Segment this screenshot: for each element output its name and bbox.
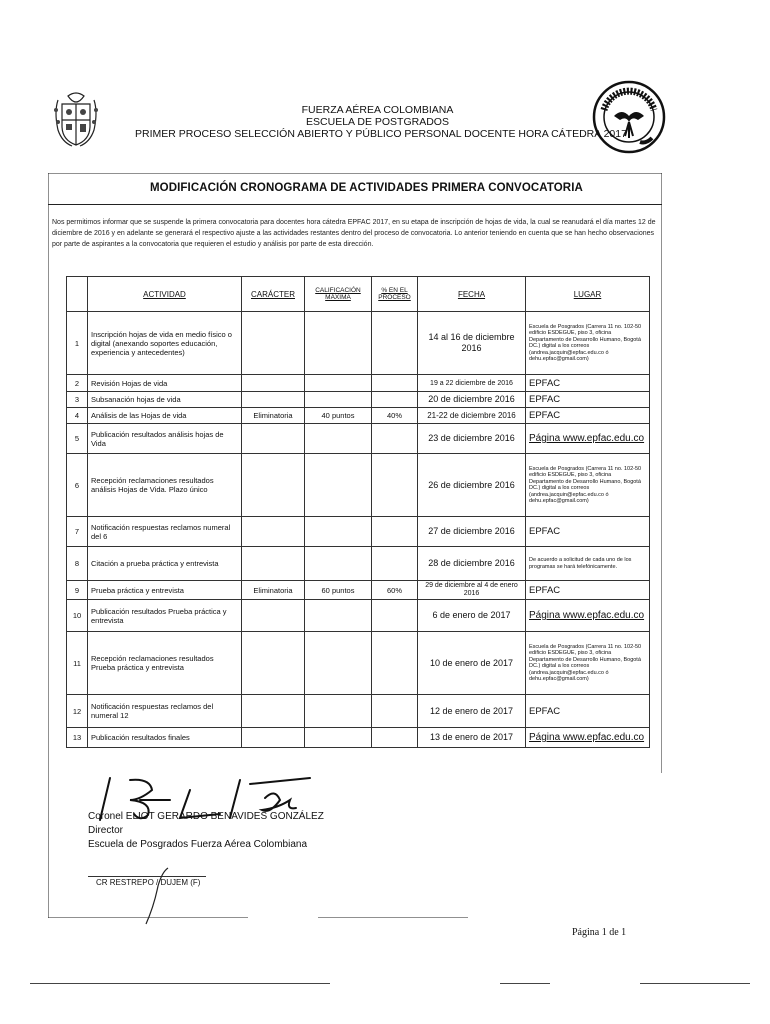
calificacion-cell: 60 puntos (305, 581, 372, 600)
porcentaje-cell (372, 728, 418, 748)
date-cell: 28 de diciembre 2016 (418, 547, 526, 581)
signer-name: Coronel ELIOT GERARDO BENAVIDES GONZÁLEZ (88, 811, 324, 822)
website-link[interactable]: Página www.epfac.edu.co (526, 728, 650, 748)
date-cell: 26 de diciembre 2016 (418, 454, 526, 517)
table-row (67, 728, 650, 748)
porcentaje-cell (372, 392, 418, 408)
intro-paragraph: Nos permitimos informar que se suspende la primera convocatoria para docentes hora cátedra EPFAC 2017, en su etapa de inscripción de hojas de vida, la cual se reanudará el día martes 12 de diciembre de 2016 y en adelante se generará el respectivo ajuste a las actividades restantes dentro del proceso de convocatoria. Lo anterior teniendo en cuenta que se han hecho observaciones por parte de aspirantes a la convocatoria que requieren el estudio y análisis por parte de esta dirección. (52, 219, 656, 248)
row-number: 9 (67, 581, 88, 600)
header-lugar: LUGAR (526, 277, 650, 312)
place-cell: EPFAC (526, 408, 650, 424)
table-header-row (67, 277, 650, 312)
date-cell: 27 de diciembre 2016 (418, 517, 526, 547)
document-header (0, 104, 770, 140)
place-cell: EPFAC (526, 517, 650, 547)
place-cell: EPFAC (526, 695, 650, 728)
calificacion-cell (305, 695, 372, 728)
porcentaje-cell: 60% (372, 581, 418, 600)
date-cell: 14 al 16 de diciembre 2016 (418, 312, 526, 375)
row-number: 1 (67, 312, 88, 375)
caracter-cell: Eliminatoria (242, 408, 305, 424)
table-row (67, 454, 650, 517)
date-cell: 23 de diciembre 2016 (418, 424, 526, 454)
footer-rule (30, 983, 330, 984)
porcentaje-cell (372, 600, 418, 632)
row-number: 13 (67, 728, 88, 748)
title-divider (48, 204, 662, 205)
table-row (67, 392, 650, 408)
porcentaje-cell (372, 632, 418, 695)
caracter-cell (242, 392, 305, 408)
page-title: MODIFICACIÓN CRONOGRAMA DE ACTIVIDADES PRIMERA CONVOCATORIA (150, 182, 583, 194)
page-number: Página 1 de 1 (572, 927, 627, 938)
row-number: 5 (67, 424, 88, 454)
porcentaje-cell (372, 454, 418, 517)
caracter-cell (242, 375, 305, 392)
activity-cell: Recepción reclamaciones resultados Prueba práctica y entrevista (88, 632, 242, 695)
caracter-cell (242, 424, 305, 454)
row-number: 11 (67, 632, 88, 695)
place-cell: EPFAC (526, 581, 650, 600)
table-row (67, 547, 650, 581)
table-row (67, 312, 650, 375)
porcentaje-cell (372, 695, 418, 728)
place-cell: EPFAC (526, 392, 650, 408)
caracter-cell (242, 454, 305, 517)
date-cell: 21-22 de diciembre 2016 (418, 408, 526, 424)
activity-cell: Subsanación hojas de vida (88, 392, 242, 408)
porcentaje-cell: 40% (372, 408, 418, 424)
website-link[interactable]: Página www.epfac.edu.co (526, 424, 650, 454)
footer-rule (500, 983, 550, 984)
calificacion-cell (305, 424, 372, 454)
header-fecha: FECHA (418, 277, 526, 312)
row-number: 7 (67, 517, 88, 547)
date-cell: 6 de enero de 2017 (418, 600, 526, 632)
date-cell: 20 de diciembre 2016 (418, 392, 526, 408)
place-cell: De acuerdo a solicitud de cada uno de los programas se hará telefónicamente. (526, 547, 650, 581)
header-actividad: ACTIVIDAD (88, 277, 242, 312)
signer-organization: Escuela de Posgrados Fuerza Aérea Colombiana (88, 839, 308, 850)
row-number: 6 (67, 454, 88, 517)
caracter-cell (242, 728, 305, 748)
calificacion-cell (305, 632, 372, 695)
initials-signature-image (140, 866, 170, 926)
date-cell: 19 a 22 diciembre de 2016 (418, 375, 526, 392)
calificacion-cell: 40 puntos (305, 408, 372, 424)
row-number: 3 (67, 392, 88, 408)
activity-cell: Análisis de las Hojas de vida (88, 408, 242, 424)
table-row (67, 408, 650, 424)
table-row (67, 632, 650, 695)
header-porcentaje: % EN EL PROCESO (372, 277, 418, 312)
porcentaje-cell (372, 424, 418, 454)
row-number: 8 (67, 547, 88, 581)
activity-cell: Notificación respuestas reclamos numeral del 6 (88, 517, 242, 547)
row-number: 2 (67, 375, 88, 392)
table-row (67, 375, 650, 392)
table-row (67, 581, 650, 600)
row-number: 10 (67, 600, 88, 632)
caracter-cell: Eliminatoria (242, 581, 305, 600)
signer-role: Director (88, 825, 124, 836)
place-cell: Escuela de Posgrados (Carrera 11 no. 102-50 edificio ESDEGUE, piso 3, oficina Departamento de Desarrollo Humano, Bogotá DC.) digital a los correos (andrea.jacquin@epfac.edu.co ó dehu.epfac@gmail.com) (526, 632, 650, 695)
activity-cell: Inscripción hojas de vida en medio físico o digital (anexando soportes educación, experiencia y antecedentes) (88, 312, 242, 375)
row-number: 12 (67, 695, 88, 728)
signer-block (88, 810, 324, 852)
header-num (67, 277, 88, 312)
calificacion-cell (305, 728, 372, 748)
table-row (67, 517, 650, 547)
process-name: PRIMER PROCESO SELECCIÓN ABIERTO Y PÚBLICO PERSONAL DOCENTE HORA CÁTEDRA 2017 (135, 128, 627, 140)
school-name: ESCUELA DE POSTGRADOS (306, 116, 449, 128)
institution-name: FUERZA AÉREA COLOMBIANA (301, 104, 454, 116)
porcentaje-cell (372, 312, 418, 375)
caracter-cell (242, 312, 305, 375)
footer-rule (640, 983, 750, 984)
date-cell: 29 de diciembre al 4 de enero 2016 (418, 581, 526, 600)
activity-cell: Publicación resultados Prueba práctica y entrevista (88, 600, 242, 632)
date-cell: 13 de enero de 2017 (418, 728, 526, 748)
caracter-cell (242, 632, 305, 695)
activity-cell: Publicación resultados análisis hojas de Vida (88, 424, 242, 454)
porcentaje-cell (372, 517, 418, 547)
activity-cell: Revisión Hojas de vida (88, 375, 242, 392)
date-cell: 10 de enero de 2017 (418, 632, 526, 695)
activity-cell: Publicación resultados finales (88, 728, 242, 748)
place-cell: Escuela de Posgrados (Carrera 11 no. 102-50 edificio ESDEGUE, piso 3, oficina Departamento de Desarrollo Humano, Bogotá DC.) digital a los correos (andrea.jacquin@epfac.edu.co ó dehu.epfac@gmail.com) (526, 454, 650, 517)
calificacion-cell (305, 547, 372, 581)
activity-cell: Notificación respuestas reclamos del numeral 12 (88, 695, 242, 728)
table-row (67, 695, 650, 728)
table-row (67, 600, 650, 632)
schedule-table (66, 276, 650, 748)
porcentaje-cell (372, 375, 418, 392)
calificacion-cell (305, 517, 372, 547)
calificacion-cell (305, 312, 372, 375)
calificacion-cell (305, 454, 372, 517)
caracter-cell (242, 695, 305, 728)
row-number: 4 (67, 408, 88, 424)
porcentaje-cell (372, 547, 418, 581)
table-row (67, 424, 650, 454)
activity-cell: Citación a prueba práctica y entrevista (88, 547, 242, 581)
place-cell: Escuela de Posgrados (Carrera 11 no. 102-50 edificio ESDEGUE, piso 3, oficina Departamento de Desarrollo Humano, Bogotá DC.) digital a los correos (andrea.jacquin@epfac.edu.co ó dehu.epfac@gmail.com) (526, 312, 650, 375)
caracter-cell (242, 547, 305, 581)
header-caracter: CARÁCTER (242, 277, 305, 312)
header-calificacion: CALIFICACIÓN MÁXIMA (305, 277, 372, 312)
place-cell: EPFAC (526, 375, 650, 392)
calificacion-cell (305, 392, 372, 408)
calificacion-cell (305, 375, 372, 392)
caracter-cell (242, 517, 305, 547)
caracter-cell (242, 600, 305, 632)
date-cell: 12 de enero de 2017 (418, 695, 526, 728)
website-link[interactable]: Página www.epfac.edu.co (526, 600, 650, 632)
activity-cell: Prueba práctica y entrevista (88, 581, 242, 600)
activity-cell: Recepción reclamaciones resultados análisis Hojas de Vida. Plazo único (88, 454, 242, 517)
calificacion-cell (305, 600, 372, 632)
drafter-initials: CR RESTREPO / DUJEM (F) (96, 878, 201, 887)
